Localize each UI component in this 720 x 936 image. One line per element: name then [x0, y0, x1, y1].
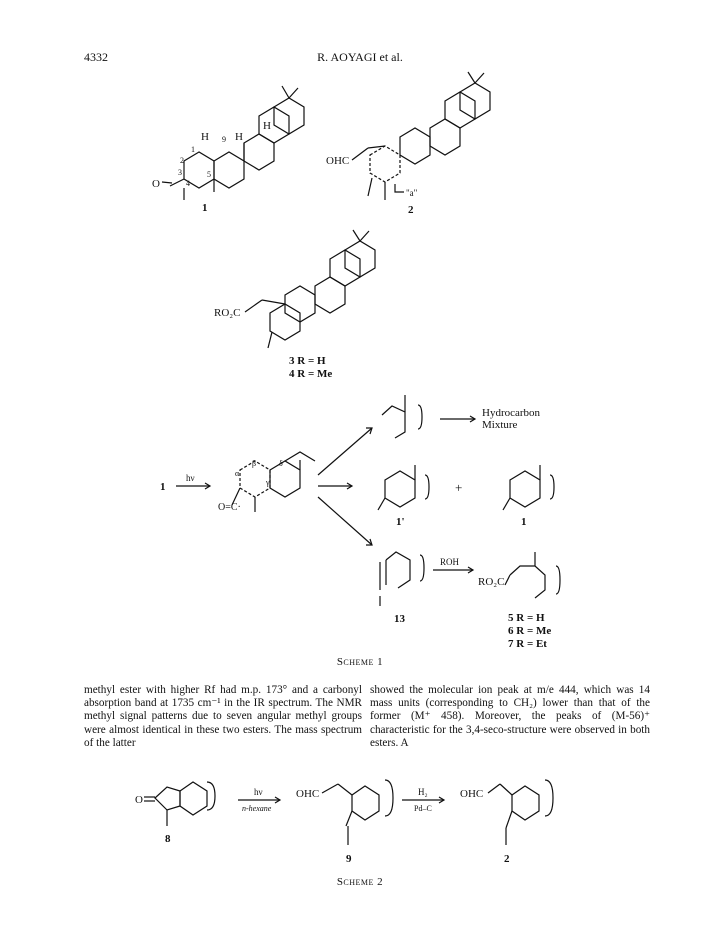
scheme2-label-2: 2 [504, 853, 510, 865]
scheme1-intermediate [232, 452, 315, 512]
scheme1-alpha: α [235, 469, 240, 478]
s2-group: OHC [326, 155, 350, 167]
scheme1-ketene-13 [380, 552, 424, 606]
s1-locant-2: 2 [180, 156, 184, 165]
scheme1-label-13: 13 [394, 613, 405, 625]
scheme1-caption: Scheme 1 [336, 656, 384, 668]
s1-h-label-3: H [263, 120, 271, 132]
s1-ketone-oxygen: O [152, 178, 160, 190]
scheme2-group-ohc-2: OHC [460, 788, 484, 800]
scheme1-product-1prime [378, 465, 429, 510]
s1-locant-5: 5 [207, 170, 211, 179]
running-head: R. AOYAGI et al. [317, 50, 403, 64]
scheme2-caption: Scheme 2 [336, 876, 384, 888]
scheme2-group-ohc-1: OHC [296, 788, 320, 800]
s3-label-3: 3 R = H [289, 355, 326, 367]
structure-2-rings [352, 72, 490, 200]
s3-group: RO₂C [214, 307, 241, 319]
s1-h-label-1: H [201, 131, 209, 143]
scheme1-ester-label-7: 7 R = Et [508, 638, 547, 650]
scheme1-hc-line1: Hydrocarbon [482, 407, 541, 419]
body-text-column-1: methyl ester with higher Rf had m.p. 173° and a carbonyl absorption band at 1735 cm⁻¹ in the IR spectrum. The NMR methyl signal patterns due to seven angular methyl groups were almost identical in these two esters. The mass spectrum of the latter [84, 684, 362, 749]
scheme2-compound-2 [488, 780, 553, 845]
page-number: 4332 [84, 50, 108, 64]
structure-1-rings [162, 86, 304, 200]
scheme1-gamma: γ [266, 478, 270, 487]
scheme1-label-1prime: 1' [396, 516, 405, 528]
scheme1-reagent: hν [186, 473, 195, 483]
s1-label: 1 [202, 202, 208, 214]
scheme1-ester-label-6: 6 R = Me [508, 625, 552, 637]
scheme2-reagent1-bottom: n-hexane [242, 804, 272, 813]
scheme1-hc-line2: Mixture [482, 419, 518, 431]
scheme1-beta: β [252, 459, 257, 468]
body-text-column-2: showed the molecular ion peak at m/e 444, which was 14 mass units (corresponding to CH₂) lower than that of the former (M⁺ 458). Moreover, the peaks of (M-56)⁺ characteristic for the 3,4-seco-structure were observed in both esters. A [370, 684, 650, 749]
scheme1-label-1: 1 [521, 516, 527, 528]
s1-h-label-2: H [235, 131, 243, 143]
s3-label-4: 4 R = Me [289, 368, 333, 380]
scheme2-reagent2-bottom: Pd–C [414, 804, 432, 813]
s1-locant-1: 1 [191, 145, 195, 154]
scheme2-reagent1-top: hν [254, 787, 263, 797]
s1-locant-9: 9 [222, 135, 226, 144]
s2-arrow-label: "a" [406, 188, 418, 198]
scheme2-label-9: 9 [346, 853, 352, 865]
scheme1-delta: δ [279, 459, 283, 468]
scheme2-compound-8 [144, 782, 215, 826]
scheme2-label-8: 8 [165, 833, 171, 845]
scheme1-hydrocarbon-fragment [382, 395, 422, 438]
s2-label: 2 [408, 204, 414, 216]
scheme2-compound-9 [322, 780, 393, 845]
s1-locant-3: 3 [178, 168, 182, 177]
scheme1-carbonyl: O=C· [218, 502, 241, 513]
structure-3-rings [245, 230, 375, 348]
scheme1-product-1 [503, 465, 554, 510]
scheme1-reagent-roh: ROH [440, 557, 460, 567]
scheme2-reagent2-top: H₂ [418, 787, 428, 797]
scheme2-ketone-oxygen: O [135, 794, 143, 806]
scheme1-start-label: 1 [160, 481, 166, 493]
scheme1-ester-label-5: 5 R = H [508, 612, 545, 624]
scheme1-ester-product [505, 552, 560, 598]
s1-locant-4: 4 [186, 179, 190, 188]
scheme1-ester-group: RO₂C [478, 576, 505, 588]
scheme1-plus: + [455, 480, 463, 495]
